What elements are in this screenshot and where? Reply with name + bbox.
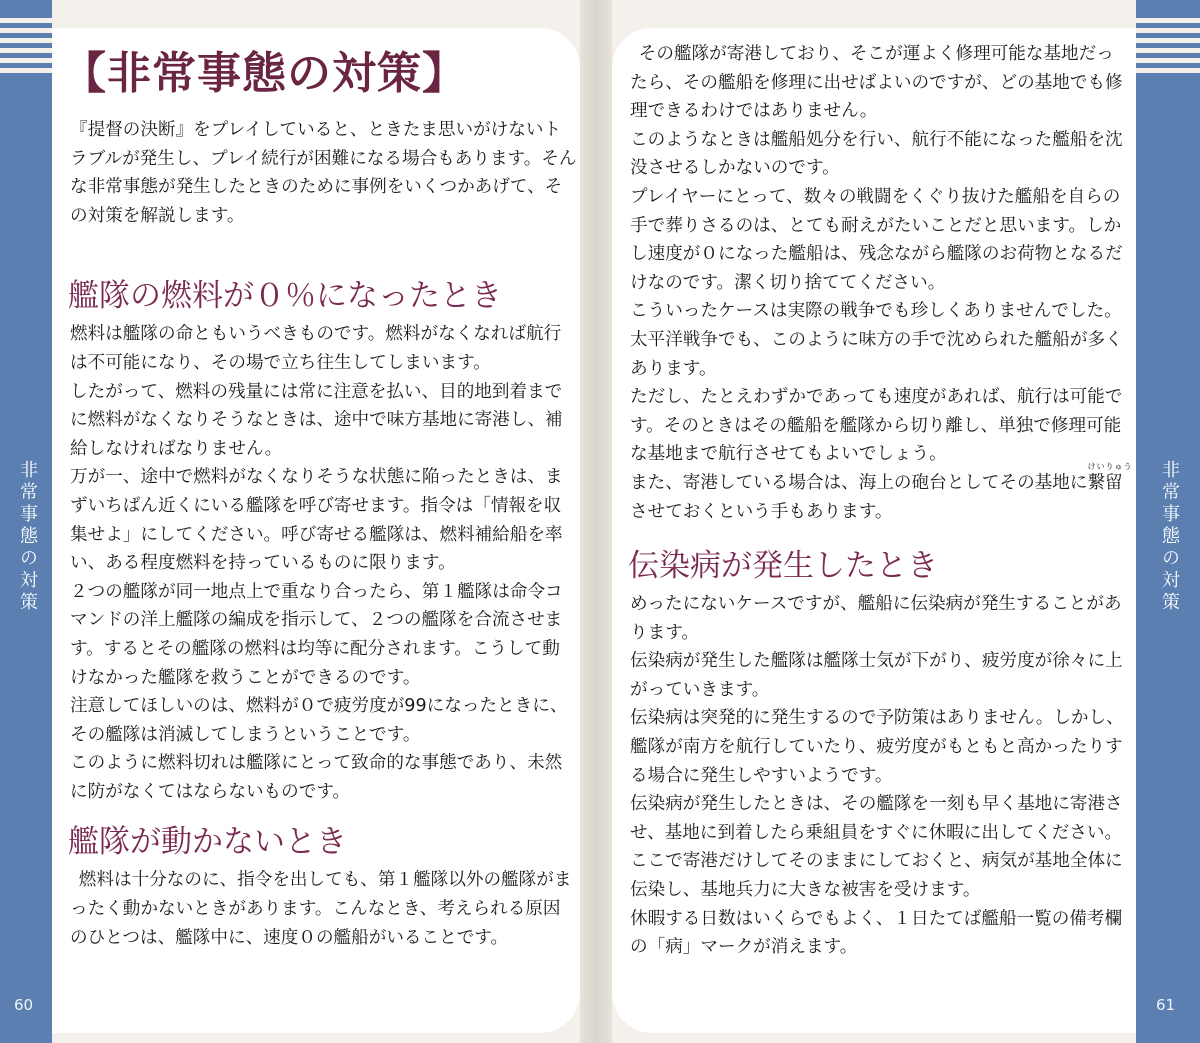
fuel-paragraph-3: 万が一、途中で燃料がなくなりそうな状態に陥ったときは、まずいちばん近くにいる艦隊を呼び寄せます。指令は「情報を収集せよ」にしてください。呼び寄せる艦隊は、燃料補給船を率い、ある程度燃料を持っているものに限ります。 — [70, 467, 563, 574]
fuel-paragraph-5: 注意してほしいのは、燃料が０で疲労度が99になったときに、その艦隊は消滅してしまうということです。 — [70, 696, 568, 745]
mooring-kanji: 繋留 — [1087, 472, 1123, 493]
mooring-text-a: また、寄港している場合は、海上の砲台としてその基地に — [630, 472, 1088, 493]
fuel-paragraph-2: したがって、燃料の残量には常に注意を払い、目的地到着までに燃料がなくなりそうなときは、途中で味方基地に寄港し、補給しなければなりません。 — [70, 381, 563, 459]
heading-fuel-zero: 艦隊の燃料が０％になったとき — [68, 278, 502, 315]
mooring-ruby-word — [1087, 461, 1133, 498]
repair-paragraph-6 — [622, 461, 1133, 526]
repair-paragraph-4: こういったケースは実際の戦争でも珍しくありませんでした。太平洋戦争でも、このように味方の手で沈められた艦船が多くあります。 — [630, 301, 1123, 379]
epidemic-paragraph-3: 伝染病は突発的に発生するので予防策はありません。しかし、艦隊が南方を航行していたり、疲労度がもともと高かったりする場合に発生しやすいようです。 — [630, 708, 1124, 786]
page-number-right: 61 — [1156, 996, 1176, 1014]
fuel-paragraph-1: 燃料は艦隊の命ともいうべきものです。燃料がなくなれば航行は不可能になり、その場で立ち往生してしまいます。 — [70, 324, 562, 373]
left-margin-band — [0, 0, 52, 1043]
page-number-left: 60 — [14, 996, 34, 1014]
epidemic-paragraph-2: 伝染病が発生した艦隊は艦隊士気が下がり、疲労度が徐々に上がっていきます。 — [630, 651, 1123, 700]
intro-paragraph: 『提督の決断』をプレイしていると、ときたま思いがけないトラブルが発生し、プレイ続行が困難になる場合もあります。そんな非常事態が発生したときのために事例をいくつかあげて、その対策を解説します。 — [70, 120, 577, 226]
right-side-title: 非常事態の対策 — [1159, 460, 1180, 614]
not-moving-paragraph: 燃料は十分なのに、指令を出しても、第１艦隊以外の艦隊がまったく動かないときがあります。こんなとき、考えられる原因のひとつは、艦隊中に、速度０の艦船がいることです。 — [70, 870, 572, 948]
right-margin-band — [1136, 0, 1200, 1043]
fuel-paragraph-6: このように燃料切れは艦隊にとって致命的な事態であり、未然に防がなくてはならないものです。 — [70, 753, 563, 802]
heading-fleet-not-moving: 艦隊が動かないとき — [68, 824, 347, 861]
epidemic-paragraph-1: めったにないケースですが、艦船に伝染病が発生することがあります。 — [630, 594, 1122, 643]
epidemic-paragraph-5: 休暇する日数はいくらでもよく、１日たてば艦船一覧の備考欄の「病」マークが消えます。 — [630, 908, 1123, 958]
mooring-text-b: させておくという手もあります。 — [630, 501, 893, 522]
right-page — [612, 28, 1136, 1033]
mooring-furigana: けいりゅう — [1087, 461, 1133, 471]
page-title: 【非常事態の対策】 — [62, 48, 467, 99]
book-gutter — [580, 0, 612, 1043]
left-stripes — [0, 18, 52, 76]
heading-epidemic: 伝染病が発生したとき — [628, 548, 938, 585]
repair-paragraph-5: ただし、たとえわずかであっても速度があれば、航行は可能です。そのときはその艦船を艦隊から切り離し、単独で修理可能な基地まで航行させてもよいでしょう。 — [630, 387, 1123, 465]
repair-paragraph-1: その艦隊が寄港しており、そこが運よく修理可能な基地だったら、その艦船を修理に出せばよいのですが、どの基地でも修理できるわけではありません。 — [630, 44, 1123, 122]
epidemic-paragraph-4: 伝染病が発生したときは、その艦隊を一刻も早く基地に寄港させ、基地に到着したら乗組員をすぐに休暇に出してください。ここで寄港だけしてそのままにしておくと、病気が基地全体に伝染し、基地兵力に大きな被害を受けます。 — [630, 794, 1123, 901]
repair-paragraph-2: このようなときは艦船処分を行い、航行不能になった艦船を沈没させるしかないのです。 — [630, 129, 1123, 179]
fuel-paragraph-4: ２つの艦隊が同一地点上で重なり合ったら、第１艦隊は命令コマンドの洋上艦隊の編成を指示して、２つの艦隊を合流させます。するとその艦隊の燃料は均等に配分されます。こうして動けなかった艦隊を救うことができるのです。 — [70, 581, 563, 688]
left-side-title: 非常事態の対策 — [17, 460, 38, 614]
right-stripes — [1136, 18, 1200, 76]
left-page — [52, 28, 580, 1033]
repair-paragraph-3: プレイヤーにとって、数々の戦闘をくぐり抜けた艦船を自らの手で葬りさるのは、とても耐えがたいことだと思います。しかし速度が０になった艦船は、残念ながら艦隊のお荷物となるだけなのです。潔く切り捨ててください。 — [630, 186, 1123, 293]
